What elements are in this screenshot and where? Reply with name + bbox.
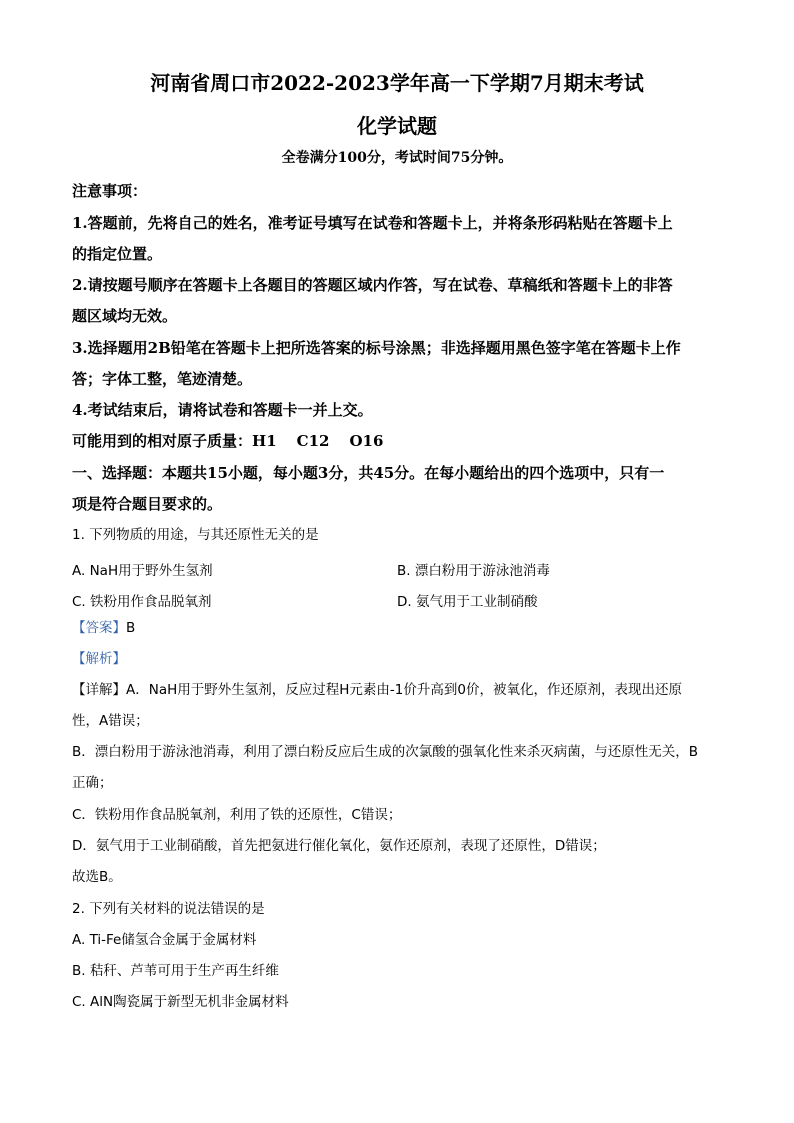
exam-subtitle: 化学试题 (357, 114, 437, 138)
question-2-option-b: B. 秸秆、芦苇可用于生产再生纤维 (72, 963, 279, 979)
question-1-detail-line-2: 性，A错误； (72, 713, 149, 729)
notice-item-1-line-1: 1.答题前，先将自己的姓名，准考证号填写在试卷和答题卡上，并将条形码粘贴在答题卡上 (72, 214, 673, 232)
detail-tag: 【详解】 (72, 682, 126, 698)
atom-h: H1 (252, 432, 277, 450)
exam-info: 全卷满分100分，考试时间75分钟。 (281, 150, 513, 166)
atom-c: C12 (296, 432, 330, 450)
notice-item-3-line-2: 答；字体工整，笔迹清楚。 (72, 370, 253, 388)
section-heading-line-1: 一、选择题：本题共15小题，每小题3分，共45分。在每小题给出的四个选项中，只有一 (72, 464, 665, 482)
atomic-mass-label: 可能用到的相对原子质量： (72, 432, 253, 450)
notice-heading: 注意事项： (72, 182, 148, 200)
question-1-option-b: B. 漂白粉用于游泳池消毒 (397, 563, 550, 579)
notice-item-2-line-2: 题区域均无效。 (72, 307, 178, 325)
question-2-option-c: C. AlN陶瓷属于新型无机非金属材料 (72, 994, 289, 1010)
atomic-mass-line (72, 434, 722, 449)
question-2-option-a: A. Ti-Fe储氢合金属于金属材料 (72, 932, 257, 948)
section-heading-line-2: 项是符合题目要求的。 (72, 495, 223, 513)
notice-item-2-line-1: 2.请按题号顺序在答题卡上各题目的答题区域内作答，写在试卷、草稿纸和答题卡上的非答 (72, 276, 673, 294)
question-1-detail-line-3: B．漂白粉用于游泳池消毒，利用了漂白粉反应后生成的次氯酸的强氧化性来杀灭病菌，与还原性无关，B (72, 744, 699, 760)
question-1-detail-line-1 (72, 684, 722, 698)
notice-item-4: 4.考试结束后，请将试卷和答题卡一并上交。 (72, 401, 373, 419)
question-1-analysis (72, 653, 722, 667)
question-1-option-c: C. 铁粉用作食品脱氧剂 (72, 594, 212, 610)
question-1-detail-line-4: 正确； (72, 775, 113, 791)
question-2-stem: 2. 下列有关材料的说法错误的是 (72, 901, 265, 917)
question-1-detail-line-7: 故选B。 (72, 869, 122, 885)
question-1-answer (72, 622, 722, 636)
question-1-detail-line-5: C．铁粉用作食品脱氧剂，利用了铁的还原性，C错误； (72, 807, 402, 823)
question-1-option-d: D. 氨气用于工业制硝酸 (397, 594, 538, 610)
answer-value: B (126, 620, 136, 636)
answer-tag: 【答案】 (72, 620, 126, 636)
atom-o: O16 (349, 432, 384, 450)
analysis-tag: 【解析】 (72, 651, 126, 667)
notice-item-1-line-2: 的指定位置。 (72, 245, 163, 263)
question-1-option-a: A. NaH用于野外生氢剂 (72, 563, 213, 579)
question-1-detail-line-6: D．氨气用于工业制硝酸，首先把氨进行催化氧化，氨作还原剂，表现了还原性，D错误； (72, 838, 606, 854)
exam-title: 河南省周口市2022-2023学年高一下学期7月期末考试 (150, 71, 644, 95)
detail-text: A．NaH用于野外生氢剂，反应过程H元素由-1价升高到0价，被氧化，作还原剂，表现出还原 (126, 682, 682, 698)
notice-item-3-line-1: 3.选择题用2B铅笔在答题卡上把所选答案的标号涂黑；非选择题用黑色签字笔在答题卡上作 (72, 339, 681, 357)
question-1-stem: 1. 下列物质的用途，与其还原性无关的是 (72, 527, 319, 543)
